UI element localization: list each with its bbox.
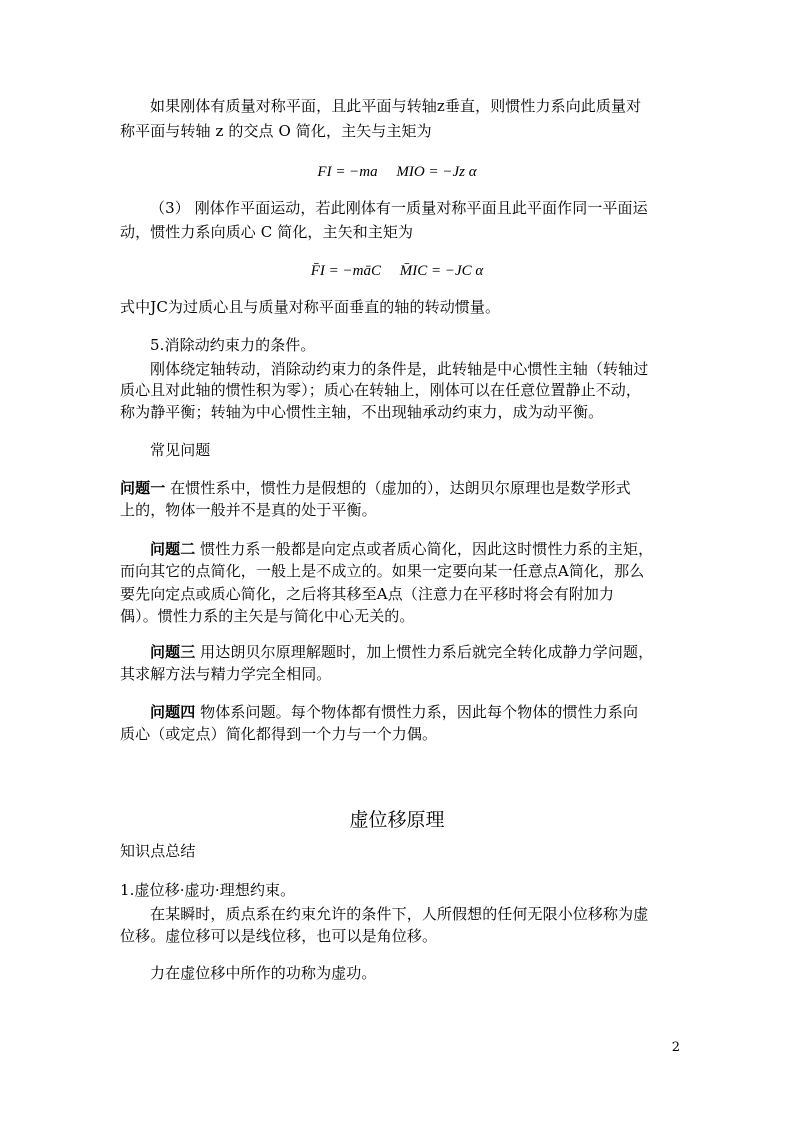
faq-text: 在惯性系中，惯性力是假想的（虚加的），达朗贝尔原理也是数学形式 [165, 479, 631, 497]
faq-text: 惯性力系一般都是向定点或者质心简化，因此这时惯性力系的主矩， [195, 540, 654, 558]
chapter-title: 虚位移原理 [349, 809, 445, 831]
section-heading: 5.消除动约束力的条件。 [150, 336, 316, 354]
paragraph-line: 如果刚体有质量对称平面，且此平面与转轴z垂直，则惯性力系向此质量对 [150, 97, 642, 115]
faq-text: 用达朗贝尔原理解题时，加上惯性力系后就完全转化成静力学问题， [195, 643, 654, 661]
faq-label: 问题一 [120, 479, 166, 497]
faq-label: 问题三 [150, 643, 196, 661]
paragraph-line: 在某瞬时，质点系在约束允许的条件下，人所假想的任何无限小位移称为虚 [150, 905, 649, 923]
summary-label: 知识点总结 [120, 842, 196, 860]
section-heading: 1.虚位移·虚功·理想约束。 [120, 881, 296, 899]
faq-item [120, 478, 680, 498]
paragraph-line: 要先向定点或质心简化，之后将其移至A点（注意力在平移时将会有附加力 [120, 585, 615, 603]
paragraph-line: 质心（或定点）简化都得到一个力与一个力偶。 [120, 725, 438, 743]
paragraph-line: 式中JC为过质心且与质量对称平面垂直的轴的转动惯量。 [120, 298, 501, 316]
paragraph-line: 而向其它的点简化，一般上是不成立的。如果一定要向某一任意点A简化，那么 [120, 562, 645, 580]
faq-label: 问题四 [150, 703, 196, 721]
faq-item [150, 702, 710, 722]
faq-title: 常见问题 [150, 441, 211, 459]
page-number: 2 [671, 1040, 680, 1055]
paragraph-line: 力在虚位移中所作的功称为虚功。 [150, 964, 377, 982]
paragraph-line: 上的，物体一般并不是真的处于平衡。 [120, 501, 377, 519]
paragraph-line: （3） 刚体作平面运动，若此刚体有一质量对称平面且此平面作同一平面运 [150, 199, 648, 217]
paragraph-line: 质心且对此轴的惯性积为零）；质心在转轴上，刚体可以在任意位置静止不动， [120, 381, 642, 399]
faq-item [150, 642, 710, 662]
paragraph-line: 偶）。惯性力系的主矢是与简化中心无关的。 [120, 607, 415, 625]
faq-text: 物体系问题。每个物体都有惯性力系，因此每个物体的惯性力系向 [195, 703, 639, 721]
formula-inertia-main: FI = −ma MIO = −Jz α [317, 164, 477, 180]
paragraph-line: 称为静平衡；转轴为中心惯性主轴，不出现轴承动约束力，成为动平衡。 [120, 403, 604, 421]
paragraph-line: 其求解方法与精力学完全相同。 [120, 665, 332, 683]
paragraph-line: 刚体绕定轴转动，消除动约束力的条件是，此转轴是中心惯性主轴（转轴过 [150, 360, 649, 378]
paragraph-line: 动，惯性力系向质心 C 简化，主矢和主矩为 [120, 223, 414, 241]
paragraph-line: 位移。虚位移可以是线位移，也可以是角位移。 [120, 927, 438, 945]
formula-inertia-plane: F̄I = −māC M̄IC = −JC α [310, 263, 484, 279]
paragraph-line: 称平面与转轴 z 的交点 O 简化，主矢与主矩为 [120, 122, 432, 140]
faq-item [150, 539, 710, 559]
faq-label: 问题二 [150, 540, 196, 558]
